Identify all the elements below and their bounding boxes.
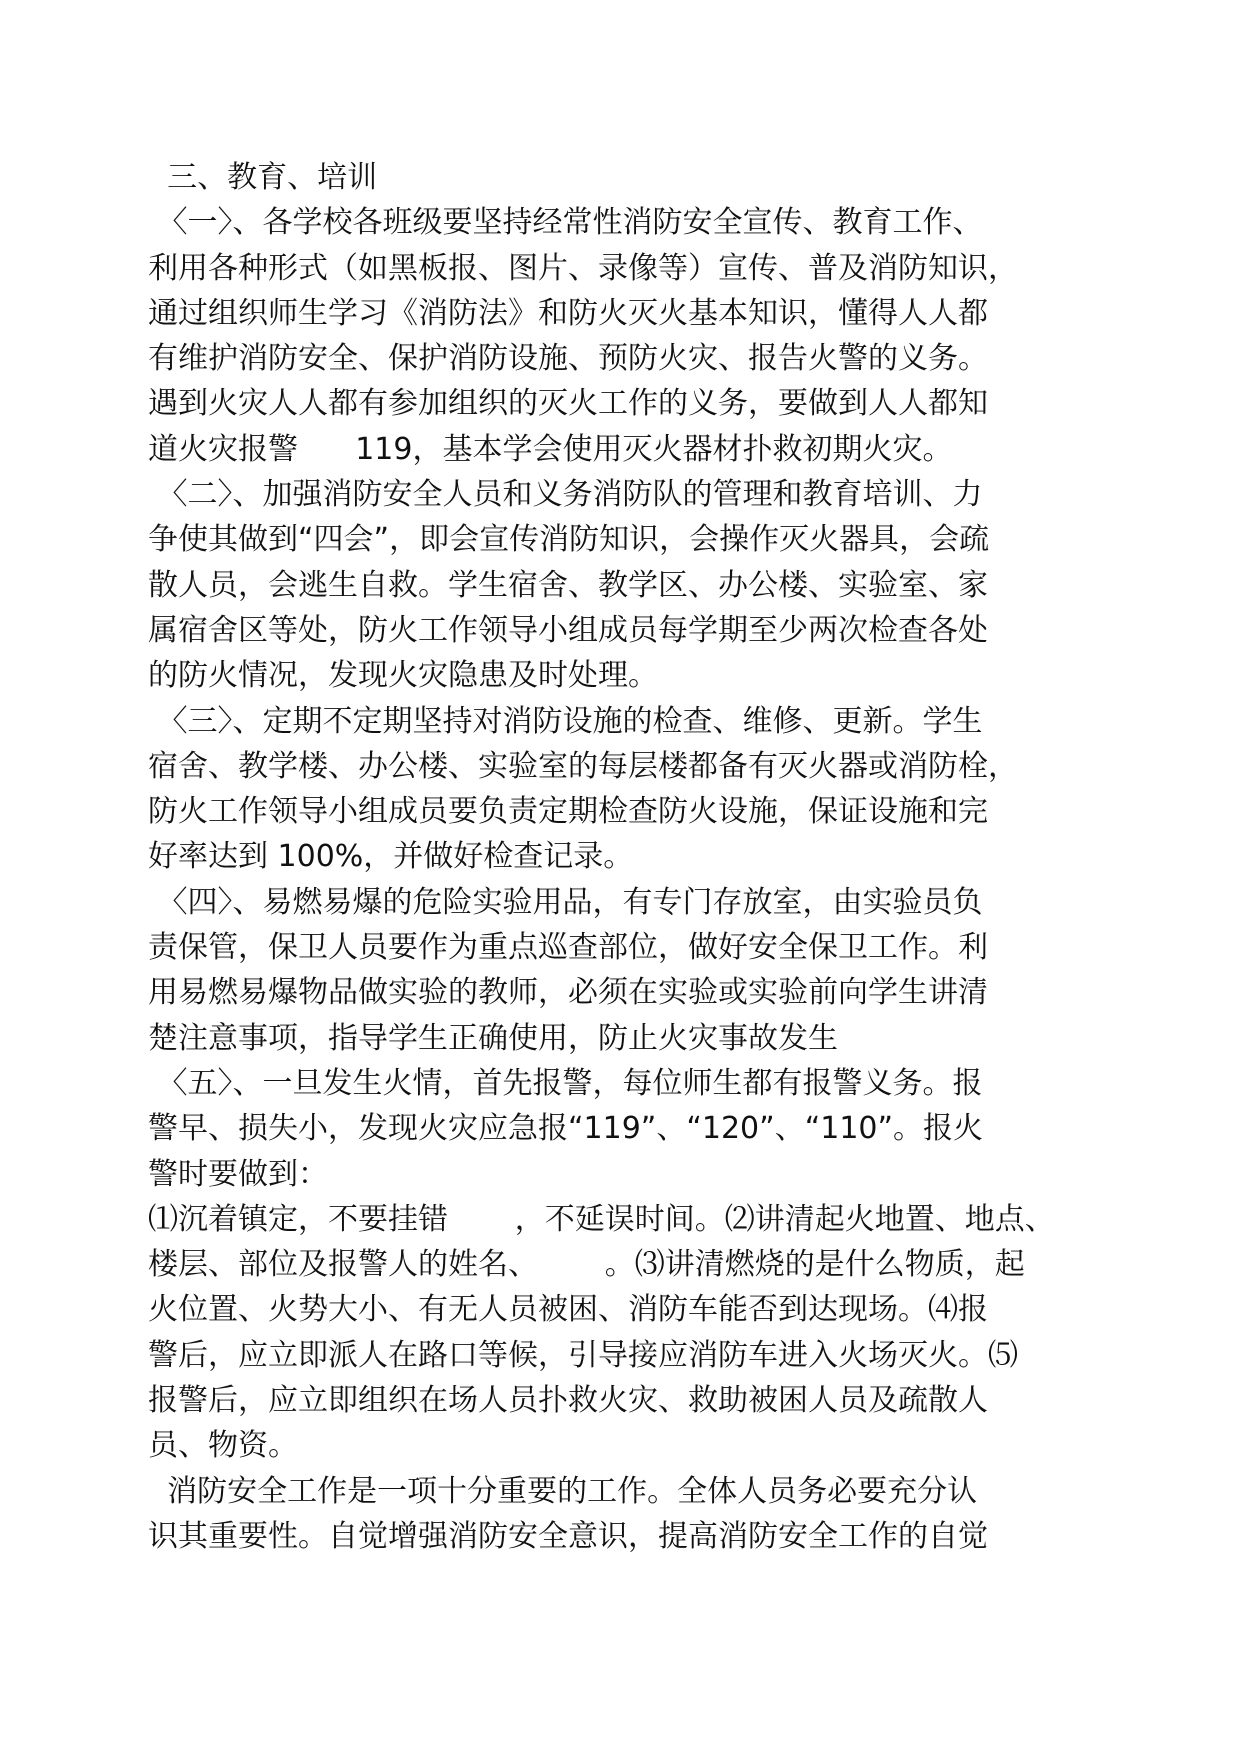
- text-line: 警早、损失小，发现火灾应急报“119”、“120”、“110”。报火: [148, 1111, 984, 1147]
- text-line: 报警后，应立即组织在场人员扑救火灾、救助被困人员及疏散人: [148, 1383, 988, 1419]
- text-line: 的防火情况，发现火灾隐患及时处理。: [148, 658, 658, 694]
- text-line: 楚注意事项，指导学生正确使用，防止火灾事故发生: [148, 1020, 838, 1056]
- text-line: 楼层、部位及报警人的姓名、 。⑶讲清燃烧的是什么物质，起: [148, 1247, 1025, 1283]
- text-line: 警后，应立即派人在路口等候，引导接应消防车进入火场灭火。⑸: [148, 1337, 1018, 1373]
- text-line: 散人员，会逃生自救。学生宿舍、教学区、办公楼、实验室、家: [148, 567, 988, 603]
- text-line: 识其重要性。自觉增强消防安全意识，提高消防安全工作的自觉: [148, 1518, 988, 1554]
- text-line: 员、物资。: [148, 1428, 298, 1464]
- text-line: 〈三〉、定期不定期坚持对消防设施的检查、维修、更新。学生: [148, 703, 983, 739]
- text-line: 利用各种形式（如黑板报、图片、录像等）宣传、普及消防知识，: [148, 250, 1018, 286]
- text-line: 用易燃易爆物品做实验的教师，必须在实验或实验前向学生讲清: [148, 975, 988, 1011]
- text-line: 道火灾报警 119，基本学会使用灭火器材扑救初期火灾。: [148, 431, 953, 467]
- text-line: 〈五〉、一旦发生火情，首先报警，每位师生都有报警义务。报: [148, 1065, 983, 1101]
- text-line: 宿舍、教学楼、办公楼、实验室的每层楼都备有灭火器或消防栓，: [148, 748, 1018, 784]
- text-line: ⑴沉着镇定，不要挂错 ，不延误时间。⑵讲清起火地置、地点、: [148, 1201, 1055, 1237]
- document-body: [148, 155, 1128, 1559]
- text-line: 有维护消防安全、保护消防设施、预防火灾、报告火警的义务。: [148, 341, 988, 377]
- text-line: 通过组织师生学习《消防法》和防火灭火基本知识，懂得人人都: [148, 295, 988, 331]
- text-line: 〈一〉、各学校各班级要坚持经常性消防安全宣传、教育工作、: [148, 205, 983, 241]
- text-line: 责保管，保卫人员要作为重点巡查部位，做好安全保卫工作。利: [148, 930, 988, 966]
- text-line: 火位置、火势大小、有无人员被困、消防车能否到达现场。⑷报: [148, 1292, 988, 1328]
- text-line: 〈二〉、加强消防安全人员和义务消防队的管理和教育培训、力: [148, 477, 983, 513]
- text-line: 三、教育、培训: [148, 160, 378, 195]
- text-line: 争使其做到“四会”，即会宣传消防知识，会操作灭火器具，会疏: [148, 522, 990, 558]
- text-line: 〈四〉、易燃易爆的危险实验用品，有专门存放室，由实验员负: [148, 884, 983, 920]
- text-line: 警时要做到：: [148, 1156, 328, 1192]
- text-line: 消防安全工作是一项十分重要的工作。全体人员务必要充分认: [148, 1473, 978, 1509]
- text-line: 好率达到 100%，并做好检查记录。: [148, 839, 634, 875]
- text-line: 属宿舍区等处，防火工作领导小组成员每学期至少两次检查各处: [148, 612, 988, 648]
- text-line: 防火工作领导小组成员要负责定期检查防火设施，保证设施和完: [148, 794, 988, 830]
- text-line: 遇到火灾人人都有参加组织的灭火工作的义务，要做到人人都知: [148, 386, 988, 422]
